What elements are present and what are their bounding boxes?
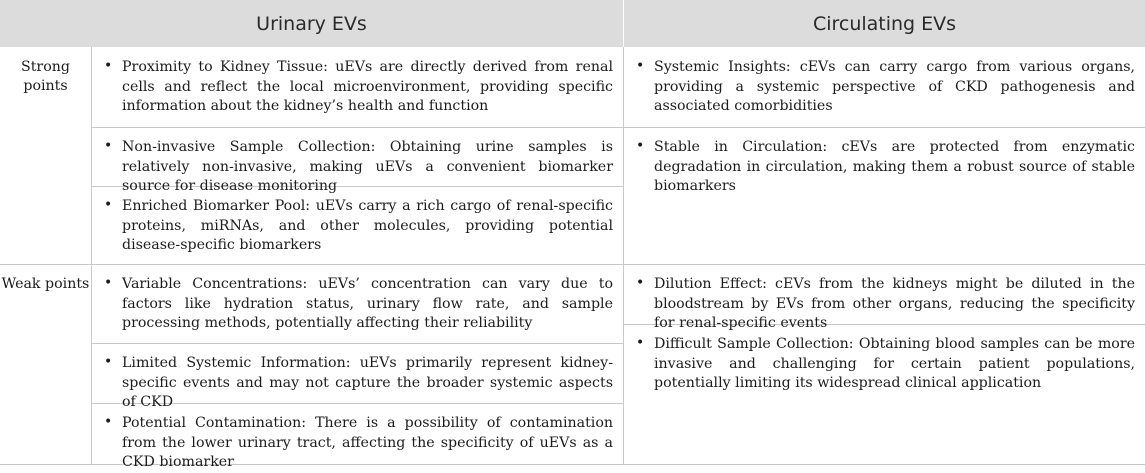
header-circulating-evs: Circulating EVs: [624, 0, 1145, 47]
cell-text: Non-invasive Sample Collection: Obtaining urine samples is relatively non-invasive, making uEVs a convenient biomarker source for disease monitoring: [122, 139, 613, 194]
cell-text: Stable in Circulation: cEVs are protected from enzymatic degradation in circulation, making them a robust source of stable biomarkers: [654, 139, 1135, 194]
cell-text: Potential Contamination: There is a possibility of contamination from the lower urinary tract, affecting the specificity of uEVs as a CKD biomarker: [122, 415, 613, 470]
row-label-weak-points: Weak points: [1, 276, 90, 292]
bullet-icon: •: [636, 58, 645, 74]
weak-urinary-cell: [92, 404, 623, 470]
cell-text: Variable Concentrations: uEVs’ concentration can vary due to factors like hydration status, urinary flow rate, and sample processing methods, potentially affecting their reliability: [122, 276, 613, 331]
strong-circulating-cell: [624, 48, 1145, 127]
bullet-icon: •: [104, 354, 113, 370]
weak-urinary-cell: [92, 344, 623, 410]
bullet-icon: •: [104, 414, 113, 430]
weak-urinary-cell: [92, 265, 623, 343]
bullet-icon: •: [104, 58, 113, 74]
bullet-icon: •: [104, 197, 113, 213]
bullet-icon: •: [104, 275, 113, 291]
bullet-icon: •: [104, 138, 113, 154]
strong-urinary-cell: [92, 128, 623, 194]
strong-urinary-cell: [92, 48, 623, 127]
strong-circulating-cell: [624, 128, 1145, 264]
cell-text: Systemic Insights: cEVs can carry cargo from various organs, providing a systemic perspective of CKD pathogenesis and associated comorbidities: [654, 59, 1135, 114]
bullet-icon: •: [636, 275, 645, 291]
bullet-icon: •: [636, 138, 645, 154]
weak-circulating-cell: [624, 325, 1145, 464]
strong-urinary-cell: [92, 187, 623, 264]
weak-circulating-cell: [624, 265, 1145, 331]
cell-text: Enriched Biomarker Pool: uEVs carry a rich cargo of renal-specific proteins, miRNAs, and other molecules, providing potential disease-specific biomarkers: [122, 198, 613, 253]
cell-text: Dilution Effect: cEVs from the kidneys might be diluted in the bloodstream by EVs from other organs, reducing the specificity for renal-specific events: [654, 276, 1135, 331]
cell-text: Proximity to Kidney Tissue: uEVs are directly derived from renal cells and reflect the local microenvironment, providing specific information about the kidney’s health and function: [122, 59, 613, 114]
row-label-strong-points: Strong points: [21, 59, 70, 94]
bullet-icon: •: [636, 335, 645, 351]
cell-text: Difficult Sample Collection: Obtaining blood samples can be more invasive and challenging for certain patient populations, potentially limiting its widespread clinical application: [654, 336, 1135, 391]
cell-text: Limited Systemic Information: uEVs primarily represent kidney-specific events and may not capture the broader systemic aspects of CKD: [122, 355, 613, 410]
header-urinary-evs: Urinary EVs: [0, 0, 624, 47]
